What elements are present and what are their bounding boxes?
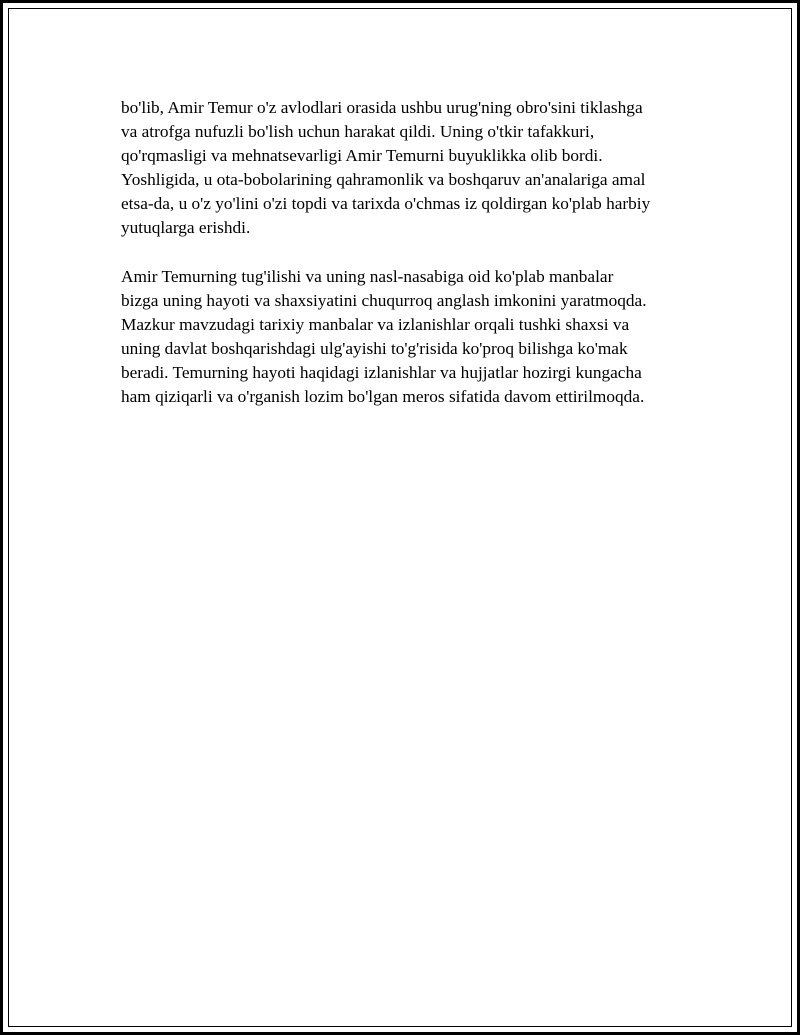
paragraph-line: beradi. Temurning hayoti haqidagi izlanishlar va hujjatlar hozirgi kungacha (121, 362, 642, 382)
paragraph-line: va atrofga nufuzli bo'lish uchun harakat qildi. Uning o'tkir tafakkuri, (121, 122, 595, 142)
paragraph-line: ham qiziqarli va o'rganish lozim bo'lgan meros sifatida davom ettirilmoqda. (121, 387, 645, 407)
paragraph-line: yutuqlarga erishdi. (121, 218, 251, 238)
paragraph-line: Amir Temurning tug'ilishi va uning nasl-nasabiga oid ko'plab manbalar (121, 266, 614, 286)
paragraph-line: etsa-da, u o'z yo'lini o'zi topdi va tarixda o'chmas iz qoldirgan ko'plab harbiy (121, 194, 651, 214)
paragraph-2 (121, 265, 696, 410)
paragraph-line: qo'rqmasligi va mehnatsevarligi Amir Temurni buyuklikka olib bordi. (121, 146, 603, 166)
paragraph-line: bo'lib, Amir Temur o'z avlodlari orasida ushbu urug'ning obro'sini tiklashga (121, 98, 643, 117)
paragraph-line: Mazkur mavzudagi tarixiy manbalar va izlanishlar orqali tushki shaxsi va (121, 314, 630, 334)
paragraph-1 (121, 96, 696, 241)
document-body (121, 96, 696, 433)
paragraph-line: uning davlat boshqarishdagi ulg'ayishi to'g'risida ko'proq bilishga ko'mak (121, 338, 628, 358)
paragraph-line: bizga uning hayoti va shaxsiyatini chuqurroq anglash imkonini yaratmoqda. (121, 290, 647, 310)
paragraph-line: Yoshligida, u ota-bobolarining qahramonlik va boshqaruv an'analariga amal (121, 170, 646, 190)
